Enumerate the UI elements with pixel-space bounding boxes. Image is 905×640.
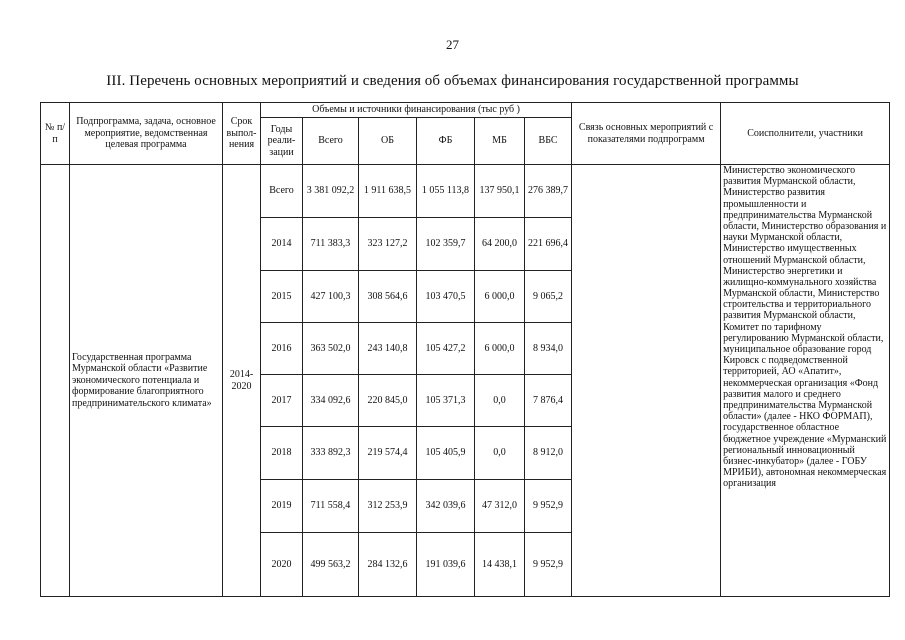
row-total: 711 558,4	[303, 480, 359, 533]
row-vbs: 276 389,7	[525, 165, 572, 218]
row-year: 2015	[261, 271, 303, 323]
program-term: 2014-2020	[223, 165, 261, 597]
cell-link	[572, 165, 721, 597]
header-financing-group: Объемы и источники финансирования (тыс руб )	[261, 103, 572, 118]
row-ob: 1 911 638,5	[359, 165, 417, 218]
row-vbs: 221 696,4	[525, 218, 572, 271]
header-link: Связь основных мероприятий с показателями подпрограмм	[572, 103, 721, 165]
header-term: Срок выпол-нения	[223, 103, 261, 165]
row-ob: 308 564,6	[359, 271, 417, 323]
row-year: 2018	[261, 427, 303, 480]
row-total: 363 502,0	[303, 323, 359, 375]
row-mb: 14 438,1	[475, 533, 525, 597]
header-no: № п/п	[41, 103, 70, 165]
row-mb: 6 000,0	[475, 323, 525, 375]
header-program: Подпрограмма, задача, основное мероприятие, ведомственная целевая программа	[70, 103, 223, 165]
row-fb: 105 371,3	[417, 375, 475, 427]
row-fb: 102 359,7	[417, 218, 475, 271]
row-vbs: 8 934,0	[525, 323, 572, 375]
header-fb: ФБ	[417, 118, 475, 165]
row-total: 499 563,2	[303, 533, 359, 597]
cell-no	[41, 165, 70, 597]
row-ob: 243 140,8	[359, 323, 417, 375]
header-mb: МБ	[475, 118, 525, 165]
row-vbs: 8 912,0	[525, 427, 572, 480]
row-mb: 0,0	[475, 375, 525, 427]
section-title: III. Перечень основных мероприятий и сведения об объемах финансирования государственной программы	[106, 73, 799, 89]
table-row	[41, 165, 890, 218]
row-total: 333 892,3	[303, 427, 359, 480]
row-mb: 0,0	[475, 427, 525, 480]
row-ob: 219 574,4	[359, 427, 417, 480]
row-year: 2020	[261, 533, 303, 597]
row-mb: 137 950,1	[475, 165, 525, 218]
row-fb: 1 055 113,8	[417, 165, 475, 218]
row-year: 2019	[261, 480, 303, 533]
row-mb: 6 000,0	[475, 271, 525, 323]
financing-table	[40, 102, 890, 597]
row-fb: 342 039,6	[417, 480, 475, 533]
row-year: Всего	[261, 165, 303, 218]
row-fb: 103 470,5	[417, 271, 475, 323]
row-year: 2014	[261, 218, 303, 271]
row-mb: 47 312,0	[475, 480, 525, 533]
row-fb: 191 039,6	[417, 533, 475, 597]
header-ob: ОБ	[359, 118, 417, 165]
row-vbs: 7 876,4	[525, 375, 572, 427]
row-vbs: 9 952,9	[525, 480, 572, 533]
row-vbs: 9 952,9	[525, 533, 572, 597]
row-fb: 105 405,9	[417, 427, 475, 480]
program-name: Государственная программа Мурманской области «Развитие экономического потенциала и формирование благоприятного предпринимательского климата»	[70, 165, 223, 597]
row-ob: 312 253,9	[359, 480, 417, 533]
row-ob: 323 127,2	[359, 218, 417, 271]
row-year: 2017	[261, 375, 303, 427]
row-ob: 284 132,6	[359, 533, 417, 597]
header-vbs: ВБС	[525, 118, 572, 165]
row-fb: 105 427,2	[417, 323, 475, 375]
header-years: Годы реали-зации	[261, 118, 303, 165]
row-year: 2016	[261, 323, 303, 375]
row-ob: 220 845,0	[359, 375, 417, 427]
row-total: 3 381 092,2	[303, 165, 359, 218]
row-mb: 64 200,0	[475, 218, 525, 271]
row-total: 711 383,3	[303, 218, 359, 271]
header-coexecutors: Соисполнители, участники	[721, 103, 890, 165]
coexecutors-list: Министерство экономического развития Мурманской области, Министерство развития промышленности и предпринимательства Мурманской области, Министерство образования и науки Мурманской области, Министерство имущественных отношений Мурманской области, Министерство энергетики и жилищно-коммунального хозяйства Мурманской области, Министерство строительства и территориального развития Мурманской области, Комитет по тарифному регулированию Мурманской области, муниципальное образование город Кировск с подведомственной территорией, АО «Апатит», некоммерческая организация «Фонд развития малого и среднего предпринимательства Мурманской области» (далее - НКО ФОРМАП), государственное областное бюджетное учреждение «Мурманский региональный инновационный бизнес-инкубатор» (далее - ГОБУ МРИБИ), автономная некоммерческая организация	[721, 165, 890, 597]
row-vbs: 9 065,2	[525, 271, 572, 323]
page-number: 27	[446, 37, 459, 52]
row-total: 427 100,3	[303, 271, 359, 323]
row-total: 334 092,6	[303, 375, 359, 427]
header-total: Всего	[303, 118, 359, 165]
